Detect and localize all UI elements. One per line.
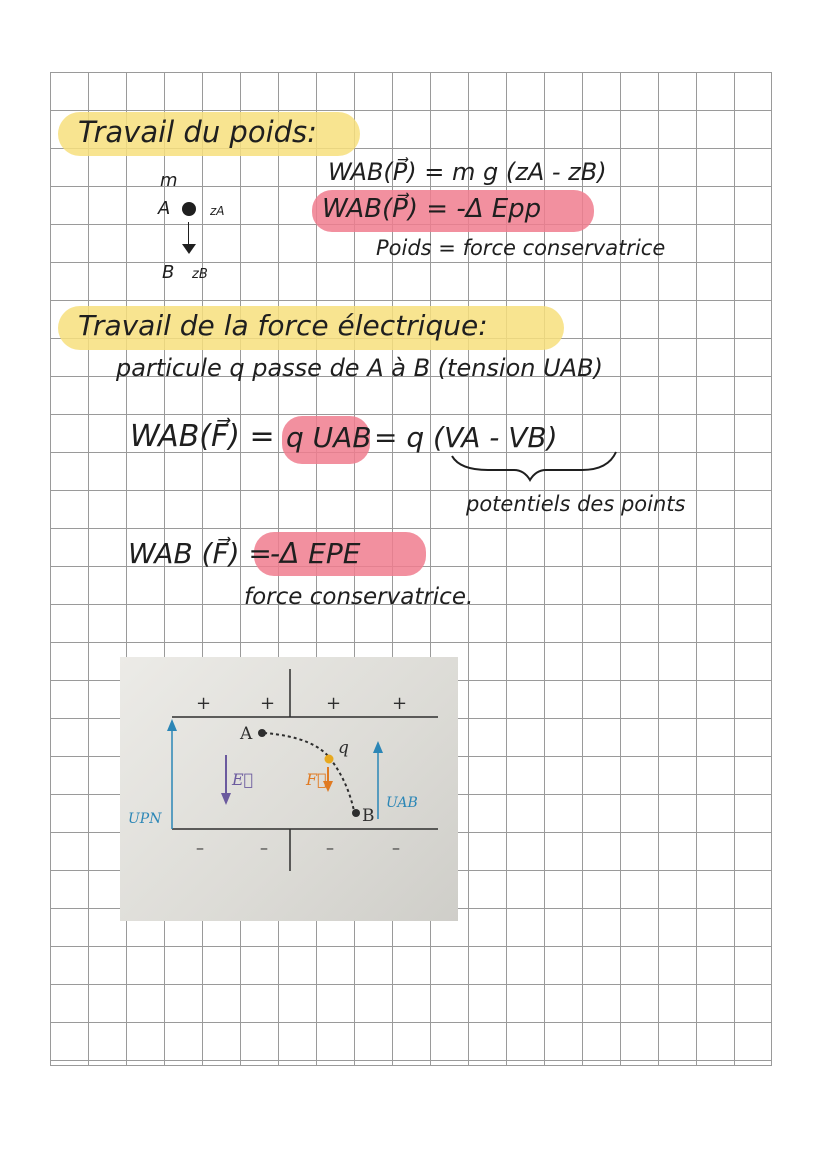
electric-work-right: = q (VA - VB) xyxy=(374,421,558,454)
electric-note: force conservatrice. xyxy=(244,584,474,610)
mass-label: m xyxy=(160,170,178,191)
down-arrow-head-icon xyxy=(182,244,196,254)
electric-energy-right: -Δ EPE xyxy=(270,537,361,570)
point-b-dot xyxy=(352,809,360,817)
minus-sign-1: – xyxy=(196,838,204,857)
plus-sign-4: + xyxy=(392,693,408,714)
plus-sign-2: + xyxy=(260,693,276,714)
mass-dot-icon xyxy=(182,202,196,216)
e-field-arrow-head xyxy=(221,793,231,805)
section1-title: Travail du poids: xyxy=(78,115,317,149)
minus-sign-2: – xyxy=(260,838,268,857)
label-a: A xyxy=(240,724,253,744)
point-a-label: A xyxy=(158,198,171,219)
particle-line: particule q passe de A à B (tension UAB) xyxy=(116,354,603,382)
weight-work-formula: WAB(P⃗) = m g (zA - zB) xyxy=(328,158,607,186)
potentials-note: potentiels des points xyxy=(466,492,686,516)
label-uab: UAB xyxy=(386,795,418,811)
point-a-dot xyxy=(258,729,266,737)
point-b-label: B xyxy=(162,262,175,283)
label-f: F⃗ xyxy=(306,770,327,789)
z-a-label: zA xyxy=(210,204,225,218)
section2-title: Travail de la force électrique: xyxy=(78,309,488,342)
charge-dot xyxy=(325,755,334,764)
electric-work-mid: q UAB xyxy=(286,421,372,454)
label-upn: UPN xyxy=(128,811,162,827)
weight-energy-formula: WAB(P⃗) = -Δ Epp xyxy=(322,194,542,224)
label-e: E⃗ xyxy=(232,770,254,789)
z-b-label: zB xyxy=(192,267,208,282)
upn-arrow-head xyxy=(167,719,177,731)
minus-sign-3: – xyxy=(326,838,334,857)
label-q: q xyxy=(338,738,349,758)
weight-note: Poids = force conservatrice xyxy=(376,236,666,260)
electric-work-left: WAB(F⃗) = xyxy=(130,419,275,454)
plus-sign-1: + xyxy=(196,693,212,714)
plus-sign-3: + xyxy=(326,693,342,714)
electric-energy-left: WAB (F⃗) = xyxy=(128,537,272,570)
minus-sign-4: – xyxy=(392,838,400,857)
capacitor-diagram-photo xyxy=(120,657,458,921)
label-b: B xyxy=(362,806,375,826)
uab-arrow-head xyxy=(373,741,383,753)
